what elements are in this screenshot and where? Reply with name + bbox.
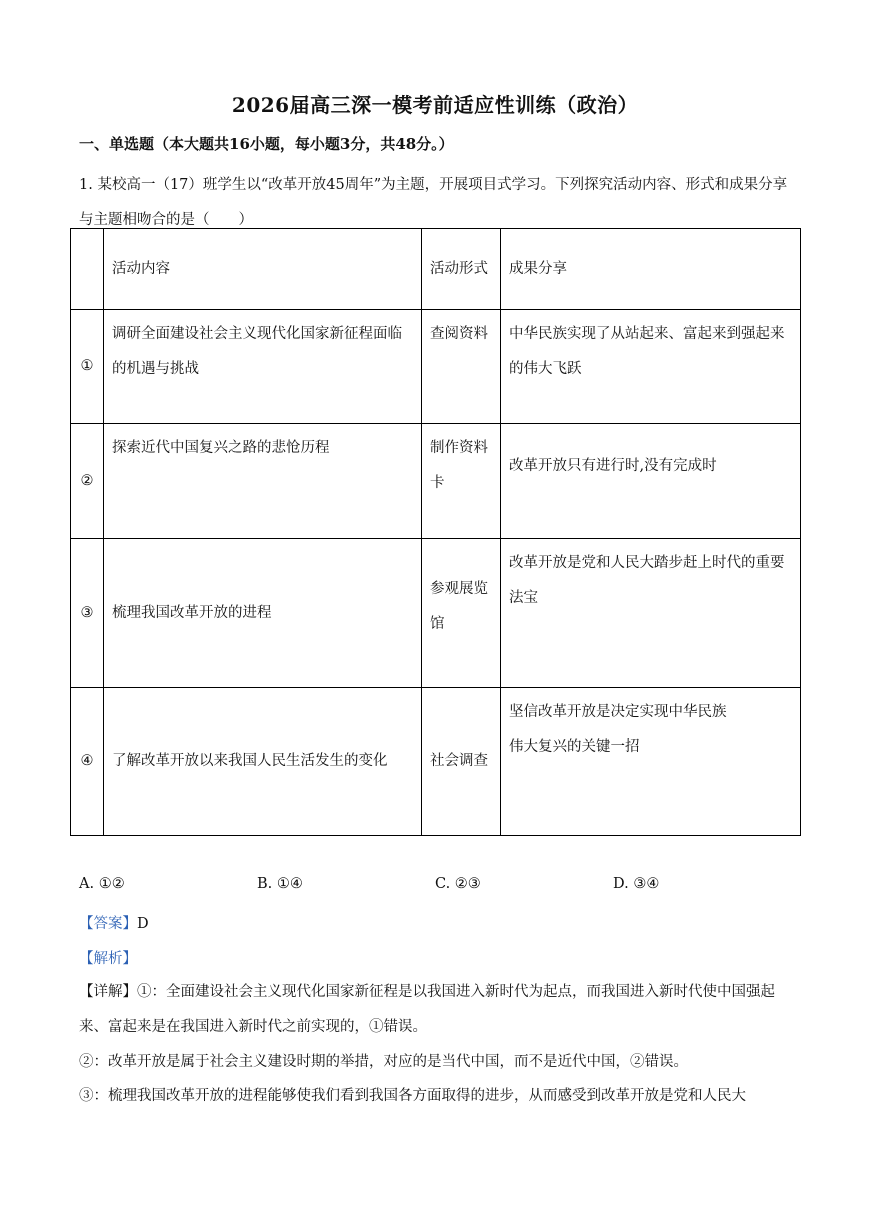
row-form: 社会调查: [422, 688, 501, 836]
table-header-result: 成果分享: [501, 229, 801, 310]
row-number: ②: [71, 424, 104, 539]
document-title: 2026届高三深一模考前适应性训练（政治）: [231, 93, 639, 117]
table-row: [71, 424, 801, 539]
row-content: 了解改革开放以来我国人民生活发生的变化: [104, 688, 422, 836]
row-content: 梳理我国改革开放的进程: [104, 539, 422, 688]
detail-tag: 【详解】: [79, 984, 137, 1000]
table-header-form: 活动形式: [422, 229, 501, 310]
table-row: [71, 310, 801, 424]
table-header-content: 活动内容: [104, 229, 422, 310]
row-content: 调研全面建设社会主义现代化国家新征程面临的机遇与挑战: [104, 310, 422, 424]
option-a[interactable]: A. ①②: [79, 876, 125, 892]
detail-paragraph-3: ③：梳理我国改革开放的进程能够使我们看到我国各方面取得的进步，从而感受到改革开放是党和人民大: [79, 1088, 746, 1104]
question-stem: 1. 某校高一（17）班学生以“改革开放45周年”为主题，开展项目式学习。下列探究活动内容、形式和成果分享与主题相吻合的是（ ）: [79, 177, 788, 228]
row-number: ①: [71, 310, 104, 424]
row-result: 改革开放是党和人民大踏步赶上时代的重要法宝: [501, 539, 801, 688]
row-result: 坚信改革开放是决定实现中华民族伟大复兴的关键一招: [501, 688, 801, 836]
detail-paragraph-2: ②：改革开放是属于社会主义建设时期的举措，对应的是当代中国，而不是近代中国，②错误。: [79, 1054, 688, 1070]
option-c[interactable]: C. ②③: [435, 876, 481, 892]
activity-table: [70, 228, 801, 836]
row-number: ④: [71, 688, 104, 836]
table-header-num: [71, 229, 104, 310]
option-b[interactable]: B. ①④: [257, 876, 303, 892]
analysis-tag: 【解析】: [79, 951, 137, 967]
answer-value: D: [137, 916, 149, 932]
row-content: 探索近代中国复兴之路的悲怆历程: [104, 424, 422, 539]
row-form: 制作资料卡: [422, 424, 501, 539]
row-number: ③: [71, 539, 104, 688]
detail-paragraph-1: [79, 975, 797, 1045]
table-row: [71, 688, 801, 836]
detail-text-1: ①：全面建设社会主义现代化国家新征程是以我国进入新时代为起点，而我国进入新时代使中国强起来、富起来是在我国进入新时代之前实现的，①错误。: [79, 984, 775, 1035]
section-heading: 一、单选题（本大题共16小题，每小题3分，共48分。）: [79, 135, 454, 153]
answer-line: [79, 912, 149, 933]
row-form: 参观展览馆: [422, 539, 501, 688]
row-result: 改革开放只有进行时,没有完成时: [501, 424, 801, 539]
row-result: 中华民族实现了从站起来、富起来到强起来的伟大飞跃: [501, 310, 801, 424]
table-row: [71, 539, 801, 688]
table-header-row: [71, 229, 801, 310]
option-d[interactable]: D. ③④: [613, 876, 660, 892]
answer-tag: 【答案】: [79, 916, 137, 932]
row-form: 查阅资料: [422, 310, 501, 424]
